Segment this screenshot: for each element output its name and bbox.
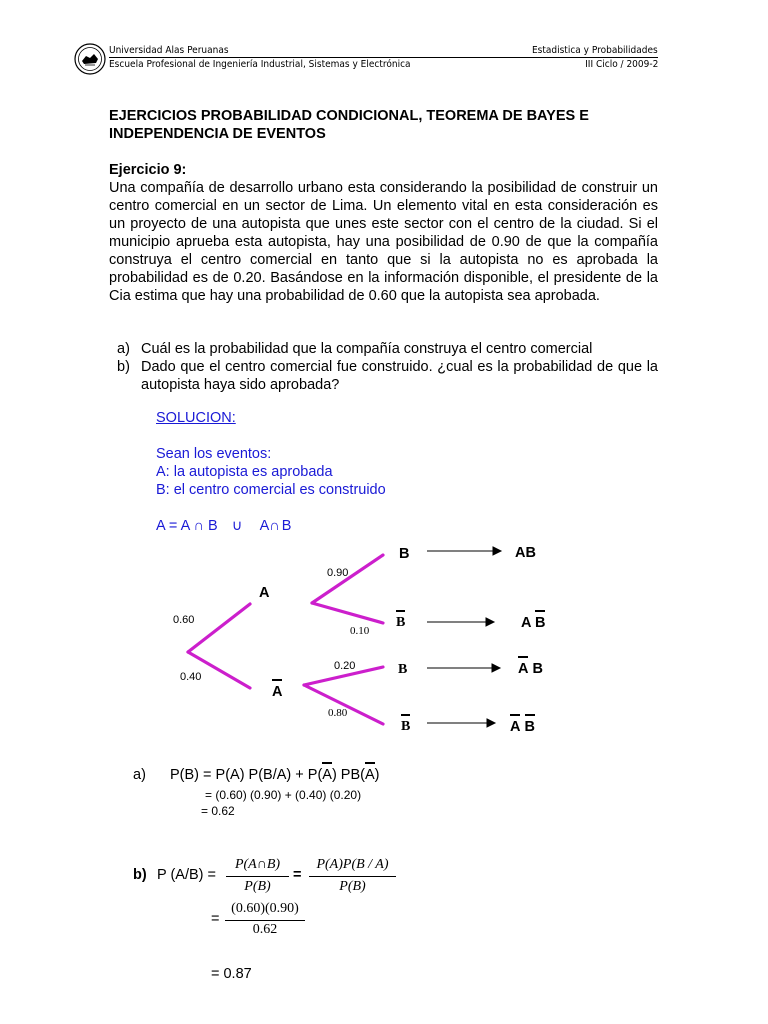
- frac3-numerator: (0.60)(0.90): [231, 901, 299, 916]
- frac2-numerator: P(A)P(B / A): [316, 857, 389, 872]
- question-b-text: Dado que el centro comercial fue construido. ¿cual es la probabilidad de que la autopista haya sido aprobada?: [141, 359, 658, 393]
- part-b-equals: =: [293, 867, 302, 883]
- cap-symbol-2: ∩: [269, 518, 280, 534]
- question-a-text: Cuál es la probabilidad que la compañía construya el centro comercial: [141, 341, 593, 357]
- exercise-label: Ejercicio 9:: [109, 162, 187, 178]
- frac2-denominator: P(B): [339, 879, 366, 894]
- frac3-denominator: 0.62: [252, 922, 278, 937]
- frac3-equals: =: [211, 911, 220, 927]
- solution-heading: SOLUCION:: [156, 410, 236, 426]
- cup-symbol: ∪: [231, 518, 243, 534]
- leaf-bbar-2: B: [401, 719, 411, 734]
- decomp-b: B: [208, 518, 218, 534]
- page-title-line2: INDEPENDENCIA DE EVENTOS: [109, 126, 326, 142]
- prob-abar-bbar: 0.80: [328, 707, 348, 719]
- event-a-definition: A: la autopista es aprobada: [156, 464, 333, 480]
- header-cycle: III Ciclo / 2009-2: [584, 59, 658, 70]
- header-university: Universidad Alas Peruanas: [109, 45, 229, 56]
- part-b-result: = 0.87: [211, 966, 252, 982]
- part-a-result: = 0.62: [201, 804, 235, 818]
- header-school: Escuela Profesional de Ingeniería Industrial, Sistemas y Electrónica: [109, 59, 411, 70]
- prob-root-a: 0.60: [173, 614, 195, 626]
- part-a-label: a): [133, 767, 146, 783]
- leaf-b-1: B: [399, 546, 410, 562]
- part-a-step1: = (0.60) (0.90) + (0.40) (0.20): [205, 788, 362, 802]
- frac3-bar: [225, 920, 305, 921]
- outcome-abar-b: A B: [518, 661, 543, 677]
- frac2-bar: [309, 876, 396, 877]
- part-b-label: b): [133, 867, 147, 883]
- branch-a-bbar: [312, 603, 383, 623]
- leaf-bbar-1: B: [396, 615, 406, 630]
- event-b-definition: B: el centro comercial es construido: [156, 482, 386, 498]
- node-a: A: [259, 585, 270, 601]
- frac1-numerator: P(A∩B): [234, 857, 281, 872]
- part-a-formula: P(B) = P(A) P(B/A) + P(A) PB(A): [170, 767, 380, 783]
- prob-a-bbar: 0.10: [350, 625, 370, 637]
- branch-root-a: [188, 604, 250, 652]
- question-b-marker: b): [117, 359, 130, 375]
- decomp-a: A: [259, 518, 270, 534]
- frac1-bar: [226, 876, 289, 877]
- prob-abar-b: 0.20: [334, 660, 356, 672]
- branch-a-b: [312, 555, 383, 603]
- cap-symbol: ∩: [193, 518, 204, 534]
- decomp-lhs: A = A: [156, 518, 190, 534]
- frac1-denominator: P(B): [244, 879, 271, 894]
- prob-a-b: 0.90: [327, 567, 349, 579]
- question-a-marker: a): [117, 341, 130, 357]
- node-abar: A: [272, 684, 283, 700]
- header-course: Estadistica y Probabilidades: [532, 45, 658, 56]
- page-title-line1: EJERCICIOS PROBABILIDAD CONDICIONAL, TEOREMA DE BAYES E: [109, 108, 589, 124]
- outcome-ab: AB: [515, 545, 536, 561]
- part-b-lhs: P (A/B) =: [157, 867, 216, 883]
- prob-root-abar: 0.40: [180, 671, 202, 683]
- leaf-b-2: B: [398, 662, 408, 677]
- outcome-abar-bbar: A B: [510, 719, 535, 735]
- outcome-a-bbar: A B: [521, 615, 546, 631]
- decomp-b-2: B: [281, 518, 292, 534]
- exercise-paragraph: Una compañía de desarrollo urbano esta considerando la posibilidad de construir un centro comercial en un sector de Lima. Un elemento vital en esta consideración es un proyecto de una autopista que unes este sector con el centro de la ciudad. Si el municipio aprueba esta autopista, hay una posibilidad de 0.90 de que la compañía construya el centro comercial en tanto que si la autopista no es aprobada la probabilidad es de 0.20. Basándose en la información disponible, el presidente de la Cia estima que hay una probabilidad de 0.60 que la autopista sea aprobada.: [109, 180, 658, 304]
- events-intro: Sean los eventos:: [156, 446, 272, 462]
